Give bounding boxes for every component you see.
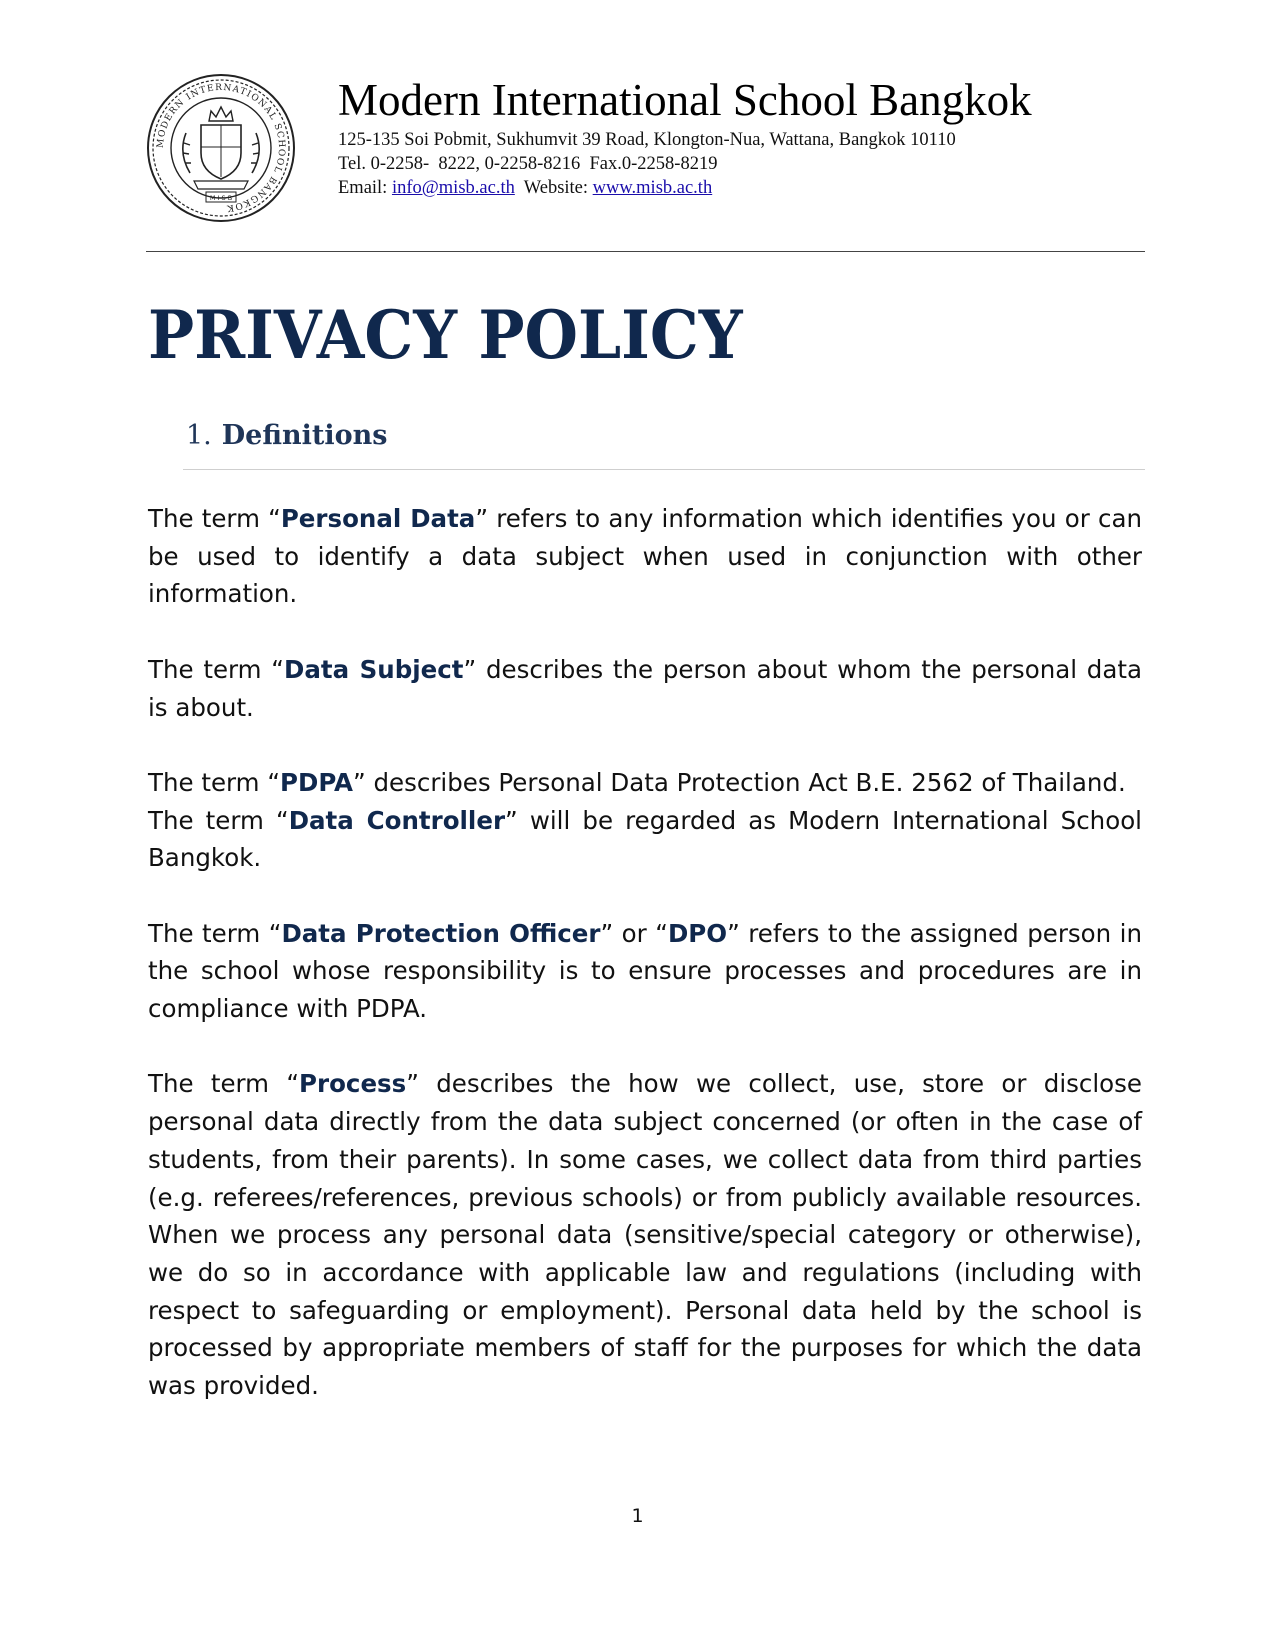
section-divider — [183, 469, 1145, 470]
paragraph-data-subject — [148, 651, 1142, 726]
defined-term: Process — [299, 1069, 407, 1099]
text: ” describes the how we collect, use, store or disclose personal data directly from the data subject concerned (or often in the case of students, from their parents). In some cases, we collect data from third parties (e.g. referees/references, previous schools) or from publicly available resources. When we process any personal data (sensitive/special category or otherwise), we do so in accordance with applicable law and regulations (including with respect to safeguarding or employment). Personal data held by the school is processed by appropriate members of staff for the purposes for which the data was provided. — [148, 1069, 1142, 1401]
section-number: 1. — [186, 420, 212, 451]
defined-term: Data Protection Officer — [281, 918, 601, 948]
text: The term “ — [148, 767, 281, 797]
seal-bottom-text: M I S B — [209, 194, 233, 202]
section-heading — [186, 418, 387, 454]
text: ” refers to the assigned person in the school whose responsibility is to ensure processes and procedures are in compliance with PDPA. — [148, 918, 1143, 1024]
document-body — [148, 500, 1142, 1405]
text: The term “ — [148, 504, 281, 533]
paragraph-personal-data — [148, 500, 1142, 613]
school-phone: Tel. 0-2258- 8222, 0-2258-8216 Fax.0-2258-8219 — [338, 154, 718, 174]
page-title: PRIVACY POLICY — [148, 296, 743, 374]
text: ” will be regarded as Modern International School Bangkok. — [148, 805, 1142, 873]
paragraph-dpo — [148, 915, 1142, 1028]
text: ” describes Personal Data Protection Act B.E. 2562 of Thailand. — [353, 767, 1126, 797]
paragraph-pdpa — [148, 764, 1142, 802]
page-number: 1 — [631, 1505, 644, 1527]
text: ” refers to any information which identifies you or can be used to identify a data subject when used in conjunction with other information. — [148, 504, 1142, 609]
website-label: Website: — [514, 178, 593, 198]
seal-ring-text: MODERN INTERNATIONAL SCHOOL BANGKOK — [155, 82, 287, 213]
website-link[interactable]: www.misb.ac.th — [592, 178, 713, 198]
text: The term “ — [148, 654, 284, 684]
email-link[interactable]: info@misb.ac.th — [391, 178, 515, 198]
text: The term “ — [148, 1069, 300, 1099]
defined-term: Data Controller — [288, 805, 506, 835]
email-label: Email: — [338, 178, 392, 198]
text: ” or “ — [600, 918, 668, 948]
defined-term: PDPA — [280, 767, 353, 797]
section-title: Definitions — [221, 420, 388, 451]
paragraph-process — [148, 1065, 1142, 1404]
defined-term: Data Subject — [284, 654, 464, 684]
defined-term: DPO — [667, 918, 728, 948]
text: The term “ — [148, 918, 282, 948]
header-divider — [146, 251, 1145, 252]
text: ” describes the person about whom the personal data is about. — [148, 654, 1142, 722]
school-name: Modern International School Bangkok — [338, 75, 1032, 125]
school-address: 125-135 Soi Pobmit, Sukhumvit 39 Road, Klongton-Nua, Wattana, Bangkok 10110 — [338, 130, 956, 150]
text: The term “ — [148, 805, 289, 835]
letterhead — [338, 72, 1158, 200]
school-seal-logo — [146, 73, 296, 223]
school-contact — [338, 176, 1158, 200]
paragraph-data-controller — [148, 802, 1142, 877]
defined-term: Personal Data — [280, 504, 476, 533]
